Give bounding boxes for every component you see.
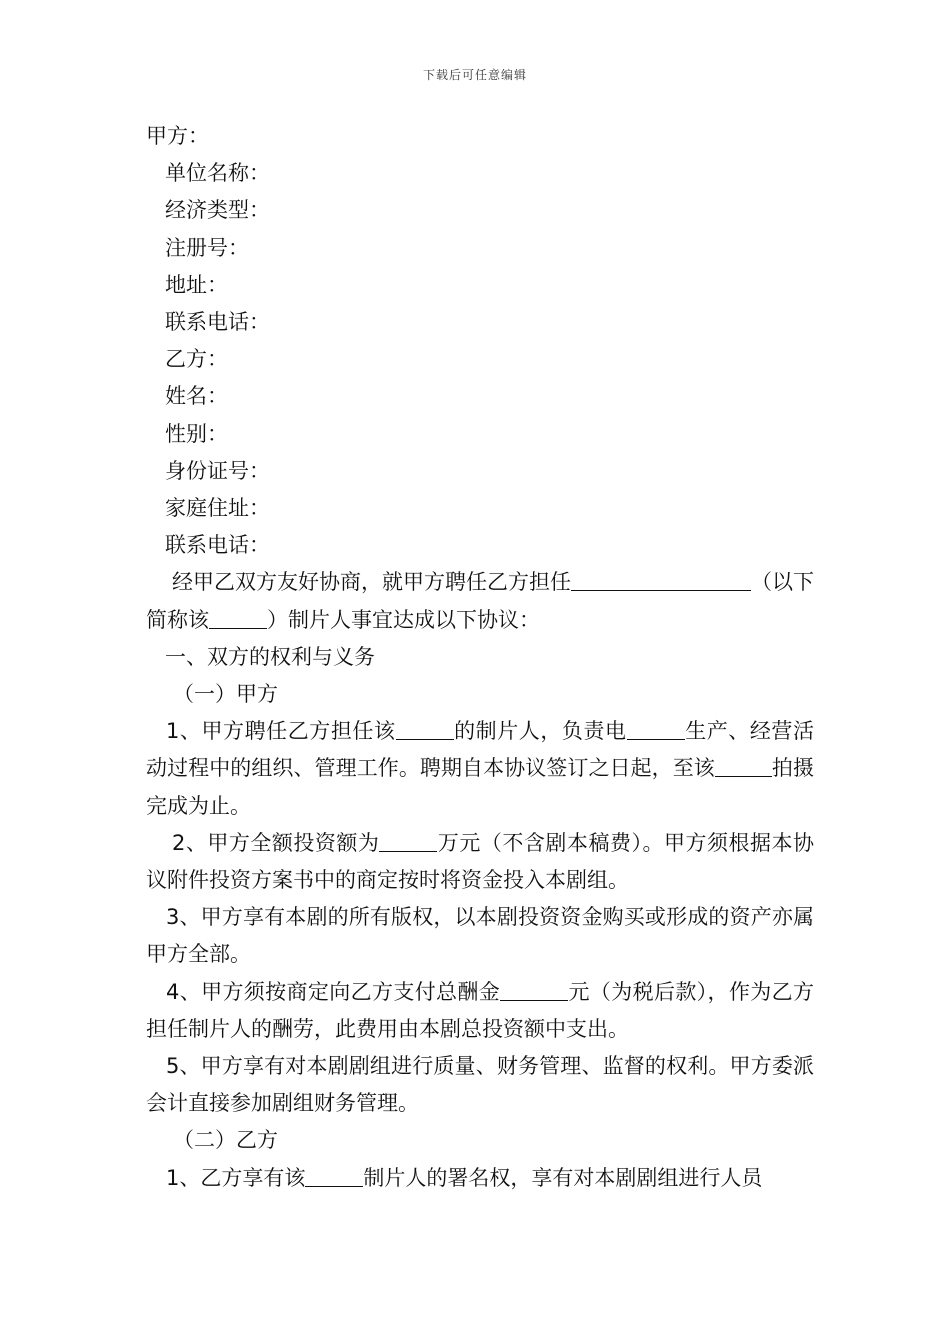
- header-note: 下载后可任意编辑: [422, 68, 527, 82]
- clause-text: 的制片人，负责电: [453, 719, 627, 744]
- clause-a5: 5、甲方享有对本剧剧组进行质量、财务管理、监督的权利。甲方委派会计直接参加剧组财务管理。: [146, 1054, 814, 1116]
- clause-a1: [146, 713, 814, 825]
- clause-a2: [146, 825, 814, 899]
- blank-field[interactable]: [305, 1164, 363, 1187]
- blank-field[interactable]: [396, 717, 454, 740]
- clause-text: 4、甲方须按商定向乙方支付总酬金: [166, 979, 501, 1004]
- subsection-heading-a: （一）甲方: [173, 682, 278, 707]
- clause-text: 生产、经营活动过程中的组织、管理工作。聘期自本协议签订之日起，至该: [146, 719, 814, 781]
- clause-text: 万元（不含剧本稿费）。甲方须根据本协议附件投资方案书中的商定按时将资金投入本剧组。: [146, 830, 814, 893]
- blank-field[interactable]: [715, 754, 753, 777]
- party-b-field-gender: 性别：: [165, 421, 228, 446]
- clause-text: 拍摄完成为止。: [146, 756, 814, 818]
- party-b-field-name: 姓名：: [165, 384, 228, 409]
- blank-field[interactable]: [627, 717, 685, 740]
- blank-field[interactable]: [571, 568, 751, 591]
- party-b-field-phone: 联系电话：: [165, 533, 270, 558]
- party-a-field-phone: 联系电话：: [165, 310, 270, 335]
- party-a-title: 甲方：: [146, 124, 209, 148]
- clause-text: 元（为税后款），作为乙方担任制片人的酬劳，此费用由本剧总投资额中支出。: [146, 979, 814, 1041]
- intro-text-3: ）制片人事宜达成以下协议：: [267, 607, 540, 632]
- clause-a4: [146, 974, 814, 1048]
- party-b-field-home: 家庭住址：: [165, 496, 270, 521]
- party-b-field-id: 身份证号：: [165, 458, 270, 483]
- party-a-field-type: 经济类型：: [165, 198, 270, 223]
- intro-paragraph: [146, 564, 814, 638]
- party-a-field-reg: 注册号：: [165, 235, 249, 260]
- contract-body: [146, 118, 814, 1197]
- blank-field[interactable]: [753, 754, 772, 777]
- party-b-title: 乙方：: [165, 347, 228, 372]
- clause-a3: 3、甲方享有本剧的所有版权，以本剧投资资金购买或形成的资产亦属甲方全部。: [146, 905, 814, 967]
- blank-field[interactable]: [500, 978, 568, 1001]
- blank-field[interactable]: [379, 829, 437, 852]
- section-heading: 一、双方的权利与义务: [165, 644, 375, 669]
- intro-text-2: （以下简称该: [146, 570, 814, 632]
- clause-text: 制片人的署名权，享有对本剧剧组进行人员: [363, 1165, 763, 1190]
- party-a-field-address: 地址：: [165, 272, 228, 297]
- blank-field[interactable]: [209, 606, 267, 629]
- clause-text: 1、甲方聘任乙方担任该: [166, 719, 396, 744]
- intro-text-1: 经甲乙双方友好协商，就甲方聘任乙方担任: [172, 570, 571, 595]
- clause-b1: [146, 1160, 814, 1197]
- clause-text: 1、乙方享有该: [166, 1165, 306, 1190]
- party-a-field-name: 单位名称：: [165, 161, 270, 186]
- clause-text: 2、甲方全额投资额为: [172, 830, 380, 855]
- subsection-heading-b: （二）乙方: [173, 1128, 278, 1153]
